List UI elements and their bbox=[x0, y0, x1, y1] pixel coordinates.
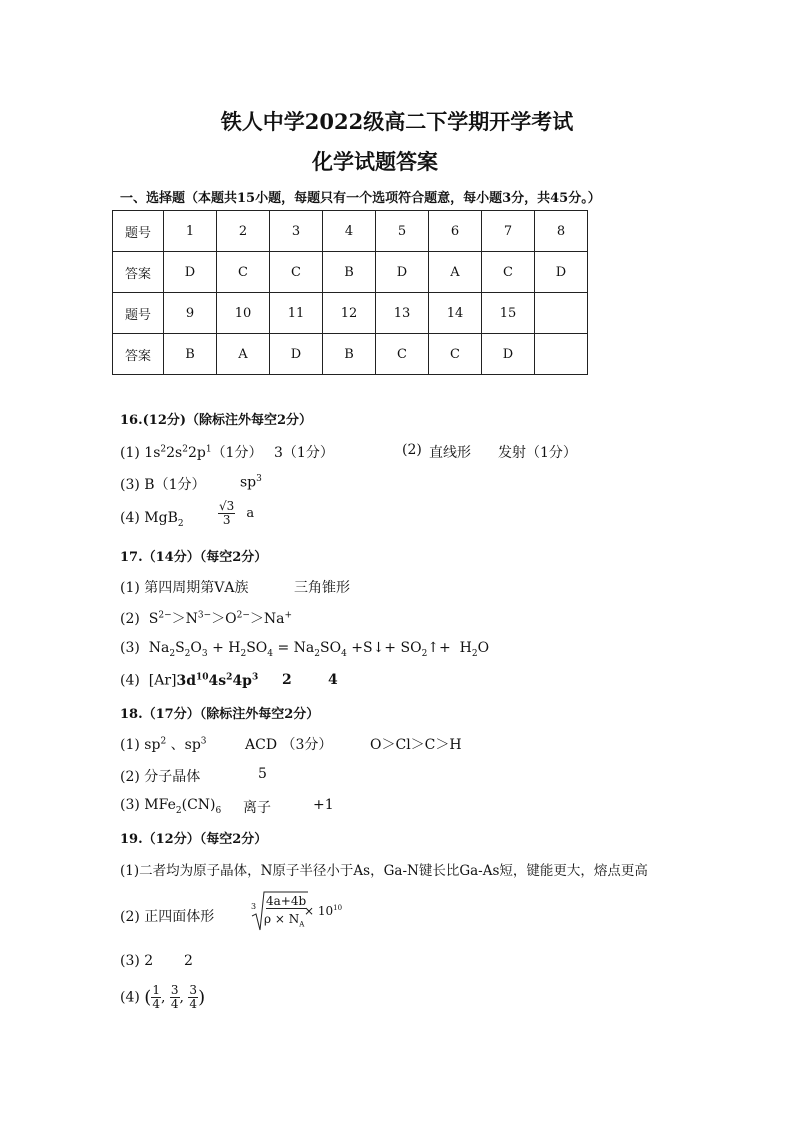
fraction bbox=[170, 984, 180, 1011]
q18-part1 bbox=[120, 734, 207, 754]
q18-part3-answer-b: 离子 bbox=[243, 800, 271, 816]
q18-part3-answer-c: +1 bbox=[313, 797, 334, 813]
q17-part3 bbox=[120, 640, 489, 659]
table-cell bbox=[535, 293, 588, 334]
q16-part3-answer-b bbox=[240, 474, 262, 491]
complex-formula: $MFe_2(CN)_6$ bbox=[144, 797, 222, 816]
table-cell: B bbox=[323, 252, 376, 293]
q18-part2 bbox=[120, 766, 200, 786]
q17-part4-answer-c: 4 bbox=[328, 672, 338, 688]
length-symbol: a bbox=[246, 506, 255, 521]
table-cell: 12 bbox=[323, 293, 376, 334]
row-label-a: 答案 bbox=[113, 334, 164, 375]
q18-part2-answer-b: 5 bbox=[258, 766, 267, 782]
table-cell: 14 bbox=[429, 293, 482, 334]
q18-part1-answer-c: O＞Cl＞C＞H bbox=[370, 737, 462, 753]
answer-a: 第四周期第ⅤA族 bbox=[144, 580, 249, 596]
table-cell: 5 bbox=[376, 211, 429, 252]
table-cell: C bbox=[270, 252, 323, 293]
table-cell: 13 bbox=[376, 293, 429, 334]
paren-close: ) bbox=[198, 987, 206, 1008]
fraction bbox=[218, 500, 235, 527]
fraction bbox=[151, 984, 161, 1011]
part-label: (2) bbox=[120, 611, 140, 627]
table-row bbox=[113, 334, 588, 375]
section1-heading: 一、选择题（本题共15小题，每题只有一个选项符合题意，每小题3分，共45分。） bbox=[120, 191, 601, 206]
q16-heading: 16.(12分)（除标注外每空2分） bbox=[120, 413, 313, 428]
q18-part1-answer-b: ACD （3分） bbox=[245, 737, 333, 753]
table-cell bbox=[535, 334, 588, 375]
q19-part2 bbox=[120, 906, 214, 926]
fraction-denominator: 3 bbox=[222, 513, 231, 527]
row-label-q: 题号 bbox=[113, 211, 164, 252]
answer-a: 正四面体形 bbox=[144, 909, 215, 925]
answer-a: 2 bbox=[144, 953, 154, 969]
table-cell: C bbox=[482, 252, 535, 293]
q16-part2-answer-b: 发射（1分） bbox=[498, 445, 577, 461]
q17-part1-answer-b: 三角锥形 bbox=[294, 580, 350, 596]
table-cell: 2 bbox=[217, 211, 270, 252]
q16-part4-fraction bbox=[218, 500, 254, 527]
table-cell: A bbox=[217, 334, 270, 375]
part-label: (3) bbox=[120, 640, 140, 656]
reaction-equation: $Na_2S_2O_3 + H_2SO_4 = Na_2SO_4$ +S↓+ $SO_2↑+ H_2O$ bbox=[144, 640, 490, 659]
answer-table bbox=[112, 210, 588, 375]
hybridization: $sp^2$ 、$sp^3$ bbox=[144, 736, 207, 753]
q18-heading: 18.（17分）（除标注外每空2分） bbox=[120, 707, 320, 722]
q19-heading: 19.（12分）（每空2分） bbox=[120, 832, 268, 847]
part-label: (4) bbox=[120, 510, 140, 526]
row-label-q: 题号 bbox=[113, 293, 164, 334]
table-cell: D bbox=[164, 252, 217, 293]
part-label: (1) bbox=[120, 580, 140, 596]
comma: , bbox=[160, 989, 170, 1006]
part-label: (1) bbox=[120, 445, 140, 461]
q16-part1 bbox=[120, 442, 262, 462]
table-cell: 11 bbox=[270, 293, 323, 334]
fraction-numerator: √3 bbox=[219, 499, 235, 513]
q17-part1 bbox=[120, 577, 249, 597]
q19-part3 bbox=[120, 953, 153, 969]
q16-part2-answer-a: 直线形 bbox=[429, 445, 471, 461]
q18-part3 bbox=[120, 797, 221, 816]
table-cell: C bbox=[217, 252, 270, 293]
denominator-sub: A bbox=[299, 920, 305, 929]
part-label: (3) bbox=[120, 477, 140, 493]
fraction-numerator: 3 bbox=[170, 983, 179, 997]
table-cell: 10 bbox=[217, 293, 270, 334]
root-numerator: 4a+4b bbox=[266, 894, 307, 908]
fraction-denominator: 4 bbox=[189, 997, 198, 1011]
formula-base: MgB bbox=[144, 510, 178, 526]
q16-part1-answer-b: 3（1分） bbox=[274, 445, 334, 461]
part-label: (3) bbox=[120, 953, 140, 969]
electron-config: $1s^22s^22p^1$ bbox=[144, 444, 212, 461]
table-cell: 1 bbox=[164, 211, 217, 252]
part-label: (1) bbox=[120, 737, 140, 753]
hybrid-base: sp bbox=[240, 474, 257, 491]
fraction-numerator: 3 bbox=[189, 983, 198, 997]
electron-config: $[Ar]3d^{10}4s^24p^3$ bbox=[144, 672, 259, 689]
fraction bbox=[188, 984, 198, 1011]
table-cell: 3 bbox=[270, 211, 323, 252]
part-label: (3) bbox=[120, 797, 140, 813]
table-row bbox=[113, 252, 588, 293]
q19-part1: (1)二者均为原子晶体，N原子半径小于As，Ga-N键长比Ga-As短，键能更大，熔点更高 bbox=[120, 863, 648, 879]
score-note: （1分） bbox=[211, 445, 263, 461]
q16-part3 bbox=[120, 474, 206, 494]
row-label-a: 答案 bbox=[113, 252, 164, 293]
table-cell: C bbox=[376, 334, 429, 375]
table-cell: 9 bbox=[164, 293, 217, 334]
formula-sub: 2 bbox=[177, 518, 184, 529]
table-row bbox=[113, 211, 588, 252]
comma: , bbox=[179, 989, 189, 1006]
table-cell: D bbox=[376, 252, 429, 293]
q17-heading: 17.（14分）（每空2分） bbox=[120, 550, 268, 565]
fraction-numerator: 1 bbox=[152, 983, 160, 997]
table-cell: C bbox=[429, 334, 482, 375]
q17-part4 bbox=[120, 672, 258, 689]
power-of-ten bbox=[304, 904, 342, 918]
table-cell: 8 bbox=[535, 211, 588, 252]
q17-part2 bbox=[120, 608, 292, 628]
page-subtitle: 化学试题答案 bbox=[312, 149, 438, 174]
table-row bbox=[113, 293, 588, 334]
exponent: 10 bbox=[333, 904, 343, 912]
page-title: 铁人中学2022级高二下学期开学考试 bbox=[220, 109, 574, 134]
ion-radius-order: $S^{2-}>N^{3-}>O^{2-}>Na^+$ bbox=[144, 610, 293, 627]
paren-open: ( bbox=[144, 987, 152, 1008]
part-label: (4) bbox=[120, 989, 140, 1006]
fraction-denominator: 4 bbox=[152, 997, 160, 1011]
part-label: (2) bbox=[120, 909, 140, 925]
hybrid-sup: 3 bbox=[256, 474, 262, 484]
table-cell: B bbox=[323, 334, 376, 375]
times-ten: × 10 bbox=[304, 904, 334, 918]
part-label: (4) bbox=[120, 672, 140, 689]
q17-part4-answer-b: 2 bbox=[282, 672, 292, 688]
table-cell: B bbox=[164, 334, 217, 375]
root-index: 3 bbox=[251, 902, 257, 911]
table-cell: 7 bbox=[482, 211, 535, 252]
answer-a: B（1分） bbox=[144, 477, 206, 493]
table-cell: 4 bbox=[323, 211, 376, 252]
fraction-denominator: 4 bbox=[170, 997, 179, 1011]
table-cell: D bbox=[535, 252, 588, 293]
table-cell: A bbox=[429, 252, 482, 293]
q19-part3-answer-b: 2 bbox=[184, 953, 193, 969]
denominator-text: ρ × N bbox=[264, 912, 300, 926]
table-cell: D bbox=[270, 334, 323, 375]
q19-part4 bbox=[120, 984, 205, 1011]
table-cell: D bbox=[482, 334, 535, 375]
answer-a: 分子晶体 bbox=[144, 769, 201, 785]
q16-part2-label: (2) bbox=[402, 442, 422, 458]
table-cell: 6 bbox=[429, 211, 482, 252]
part-label: (2) bbox=[120, 769, 140, 785]
q16-part4 bbox=[120, 510, 184, 529]
table-cell: 15 bbox=[482, 293, 535, 334]
